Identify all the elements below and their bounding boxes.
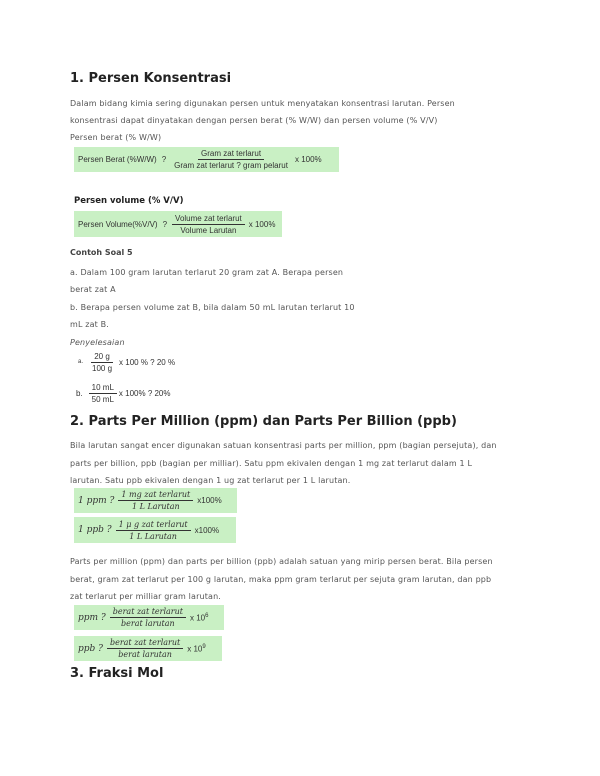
paragraph-line: berat, gram zat terlarut per 100 g larutan, maka ppm gram terlarut per sejuta gram larutan, dan ppb (70, 575, 492, 584)
persen-volume-label: Persen volume (% V/V) (74, 196, 184, 206)
multiplier-base: x 10 (190, 613, 206, 623)
persen-berat-label: Persen berat (% W/W) (70, 133, 162, 142)
fraction-numerator: berat zat terlarut (110, 607, 186, 618)
formula-lhs: ppm ? (78, 612, 106, 623)
fraction-denominator: 1 L Larutan (131, 502, 180, 511)
formula-ppb-definition (74, 517, 236, 543)
paragraph-line: Dalam bidang kimia sering digunakan persen untuk menyatakan konsentrasi larutan. Persen (70, 99, 455, 108)
fraction-numerator: Gram zat terlarut (198, 149, 264, 160)
fraction-numerator: Volume zat terlarut (172, 214, 245, 225)
formula-multiplier (186, 613, 208, 623)
example-a-line: berat zat A (70, 285, 116, 294)
formula-multiplier: x100% (194, 525, 220, 535)
formula-fraction (107, 638, 183, 659)
fraction-numerator: 10 mL (89, 383, 117, 394)
fraction-denominator: 1 L Larutan (129, 531, 177, 541)
multiplier-base: x 10 (187, 644, 203, 654)
solution-result: x 100% ? 20% (118, 388, 171, 398)
solution-result: x 100 % ? 20 % (119, 357, 176, 367)
example-a-line: a. Dalam 100 gram larutan terlarut 20 gram zat A. Berapa persen (70, 268, 344, 277)
solution-prefix: a. (78, 359, 84, 365)
heading-fraksi-mol: 3. Fraksi Mol (70, 666, 164, 681)
fraction-denominator: 50 mL (91, 394, 114, 404)
formula-fraction (118, 490, 193, 511)
formula-multiplier: x 100% (248, 219, 276, 229)
example-b-line: mL zat B. (70, 320, 109, 329)
formula-persen-volume (74, 211, 282, 237)
paragraph-line: zat terlarut per milliar gram larutan. (70, 592, 221, 601)
fraction-denominator: Gram zat terlarut ? gram pelarut (174, 161, 288, 170)
solution-b-formula (72, 381, 171, 405)
paragraph-line: larutan. Satu ppb ekivalen dengan 1 ug zat terlarut per 1 L larutan. (70, 476, 351, 485)
example-b-line: b. Berapa persen volume zat B, bila dalam 50 mL larutan terlarut 10 (70, 303, 355, 312)
solution-a-formula (74, 350, 175, 374)
fraction-denominator: berat larutan (118, 650, 172, 659)
paragraph-line: konsentrasi dapat dinyatakan dengan persen berat (% W/W) dan persen volume (% V/V) (70, 116, 438, 125)
heading-ppm-ppb: 2. Parts Per Million (ppm) dan Parts Per Billion (ppb) (70, 414, 457, 429)
formula-fraction (89, 352, 115, 373)
fraction-numerator: 20 g (91, 352, 113, 363)
formula-lhs: Persen Berat (%W/W) (78, 155, 157, 164)
fraction-denominator: berat larutan (121, 619, 175, 628)
formula-lhs: Persen Volume(%V/V) (78, 219, 158, 229)
formula-operator: ? (162, 219, 168, 229)
paragraph-line: Bila larutan sangat encer digunakan satuan konsentrasi parts per million, ppm (bagian persejuta), dan (70, 441, 497, 450)
formula-operator: ? (161, 155, 167, 164)
fraction-numerator: 1 mg zat terlarut (118, 490, 193, 501)
fraction-numerator: 1 μ g zat terlarut (116, 520, 191, 531)
formula-ppm-ratio (74, 605, 224, 630)
paragraph-line: parts per billion, ppb (bagian per milliar). Satu ppm ekivalen dengan 1 mg zat terlarut dalam 1 L (70, 459, 473, 468)
formula-persen-berat (74, 147, 339, 172)
multiplier-exponent: 6 (205, 612, 209, 619)
multiplier-exponent: 9 (202, 643, 206, 650)
formula-fraction (116, 520, 191, 541)
formula-multiplier: x 100% (294, 155, 322, 164)
formula-fraction (110, 607, 186, 628)
formula-multiplier: x100% (197, 496, 222, 505)
formula-lhs: ppb ? (78, 643, 103, 654)
formula-fraction (172, 214, 245, 235)
paragraph-line: Parts per million (ppm) dan parts per billion (ppb) adalah satuan yang mirip persen berat. Bila persen (70, 557, 493, 566)
formula-lhs: 1 ppb ? (78, 525, 112, 535)
heading-persen-konsentrasi: 1. Persen Konsentrasi (70, 71, 232, 86)
formula-fraction (171, 149, 291, 170)
formula-fraction (89, 383, 117, 404)
formula-lhs: 1 ppm ? (78, 495, 115, 506)
fraction-denominator: 100 g (92, 363, 113, 373)
example-title: Contoh Soal 5 (70, 248, 133, 257)
formula-multiplier (183, 644, 205, 654)
formula-ppb-ratio (74, 636, 222, 661)
solution-prefix: b. (76, 388, 83, 398)
fraction-numerator: berat zat terlarut (107, 638, 183, 649)
solution-label: Penyelesaian (70, 338, 125, 347)
formula-ppm-definition (74, 488, 237, 513)
fraction-denominator: Volume Larutan (180, 225, 237, 235)
